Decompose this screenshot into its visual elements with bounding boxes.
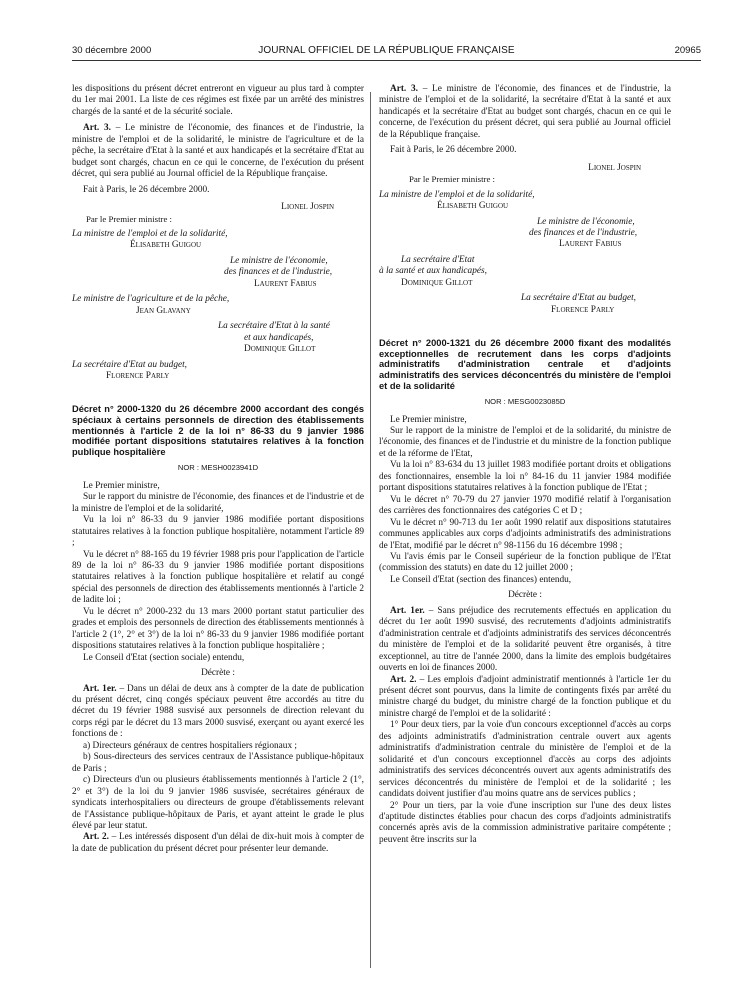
r-par-premier-ministre: Par le Premier ministre : (409, 174, 495, 185)
decree-1320-title: Décret n° 2000-1320 du 26 décembre 2000 accordant des congés spéciaux à certains personnels de direction des établissements mentionnés à l'article 2 de la loi n° 86-33 du 9 janvier 1986 modifiée portant dispositions statutaires relatives à la fonction publique hospitalière (72, 404, 364, 457)
r-article-3-heading: Art. 3. (390, 84, 418, 94)
header-date: 30 décembre 2000 (72, 45, 152, 56)
visa-2: Vu la loi n° 86-33 du 9 janvier 1986 modifiée portant dispositions statutaires relatives à la fonction publique hospitalière, notamment l'article 89 ; (72, 515, 364, 549)
decree-1321-title: Décret n° 2000-1321 du 26 décembre 2000 fixant des modalités exceptionnelles de recrutement dans les corps d'adjoints administratifs d'administration centrale et d'adjoints administratifs des services déconcentrés du ministère de l'emploi et de la solidarité (379, 338, 671, 391)
page-header (72, 45, 701, 61)
r-visa-6: Le Conseil d'Etat (section des finances) entendu, (390, 574, 572, 585)
r-article-2-heading: Art. 2. (390, 674, 417, 685)
item-b: b) Sous-directeurs des services centraux de l'Assistance publique-hôpitaux de Paris ; (72, 752, 364, 774)
article-1-text: – Dans un délai de deux ans à compter de la date de publication du présent décret, cinq congés spéciaux peuvent être accordés au titre du décret du 19 février 1988 susvisé aux personnels de direction relevant du corps régi par le décret du 13 mars 2000 susvisé, exerçant ou ayant exercé les fonctions de : (72, 683, 364, 740)
r-item-1: 1° Pour deux tiers, par la voie d'un concours exceptionnel d'accès au corps des adjoints administratifs d'administration centrale ouvert aux agents administratifs d'administration centrale du ministère de l'emploi et de la solidarité et d'un concours exceptionnel d'accès au corps des adjoints administratifs des services déconcentrés ouvert aux agents administratifs des services déconcentrés du ministère de l'emploi et de la solidarité ; les candidats doivent justifier d'au moins quatre ans de services publics ; (379, 720, 671, 800)
article-2 (72, 832, 364, 855)
r-article-2 (379, 675, 671, 721)
r-signatory-3-title-1: La secrétaire d'Etat (401, 254, 475, 265)
r-visa-2: Vu la loi n° 83-634 du 13 juillet 1983 modifiée portant droits et obligations des fonctionnaires, ensemble la loi n° 84-16 du 11 janvier 1984 modifiée portant dispositions statutaires relatives à la fonction publique de l'Etat ; (379, 460, 671, 494)
left-column (72, 84, 364, 855)
continued-text: les dispositions du présent décret entreront en vigueur au plus tard à compter du 1er mai 2001. La liste de ces régimes est fixée par un arrêté des ministres chargés de la santé et de la sécurité sociale. (72, 84, 364, 117)
signatory-5-title: La secrétaire d'Etat au budget, (72, 359, 187, 370)
r-signatory-2-name: Laurent Fabius (559, 239, 622, 250)
article-3 (72, 123, 364, 180)
header-journal-title: JOURNAL OFFICIEL DE LA RÉPUBLIQUE FRANÇAISE (258, 45, 515, 56)
item-c: c) Directeurs d'un ou plusieurs établissements mentionnés à l'article 2 (1°, 2° et 3°) de la loi du 9 janvier 1986 susvisée, secrétaires généraux de syndicats interhospitaliers ou directeurs de groupe d'établissements relevant de l'Assistance publique-hôpitaux de Paris, et ayant atteint le grade le plus élevé par leur statut. (72, 775, 364, 831)
visa-5: Le Conseil d'Etat (section sociale) entendu, (83, 652, 245, 663)
column-divider (370, 92, 371, 968)
r-visa-5: Vu l'avis émis par le Conseil supérieur de la fonction publique de l'Etat (commission des statuts) en date du 12 juillet 2000 ; (379, 552, 671, 574)
r-signatory-1-name: Élisabeth Guigou (437, 201, 509, 212)
r-signatory-1-title: La ministre de l'emploi et de la solidarité, (379, 189, 535, 200)
r-signatory-4-title: La secrétaire d'Etat au budget, (521, 293, 636, 304)
signatory-1-name: Élisabeth Guigou (130, 240, 202, 251)
signatory-3-title: Le ministre de l'agriculture et de la pêche, (72, 294, 230, 305)
signatory-2-title-1: Le ministre de l'économie, (230, 255, 328, 266)
r-article-2-text: – Les emplois d'adjoint administratif mentionnés à l'article 1er du présent décret sont pourvus, dans la limite de contingents fixés par arrêté du ministre chargé du budget, du ministre chargé de la fonction publique et du ministre chargé de l'emploi et de la solidarité : (379, 674, 671, 719)
r-signatory-2-title-2: des finances et de l'industrie, (529, 227, 638, 238)
article-3-text: – Le ministre de l'économie, des finances et de l'industrie, la ministre de l'emploi et de la solidarité, le ministre de l'agriculture et de la pêche, la secrétaire d'Etat à la santé et aux handicapés et la secrétaire d'Etat au budget sont chargés, chacun en ce qui le concerne, de l'exécution du présent décret, qui sera publié au Journal officiel de la République française. (72, 123, 364, 180)
header-page-number: 20965 (674, 45, 701, 56)
header-rule (72, 60, 701, 61)
visa-1: Sur le rapport du ministre de l'économie, des finances et de l'industrie et de la ministre de l'emploi et de la solidarité, (72, 492, 364, 514)
r-decrete-label: Décrète : (508, 590, 542, 601)
r-visa-4: Vu le décret n° 90-713 du 1er août 1990 relatif aux dispositions statutaires communes applicables aux corps d'adjoints administratifs des administrations de l'Etat, modifié par le décret n° 98-1156 du 16 décembre 1998 ; (379, 517, 671, 551)
article-1-heading: Art. 1er. (83, 683, 117, 694)
r-signatory-4-name: Florence Parly (551, 304, 615, 315)
r-article-1 (379, 606, 671, 675)
r-signatory-3-name: Dominique Gillot (401, 277, 473, 288)
article-3-heading: Art. 3. (83, 123, 111, 134)
signatory-4-name: Dominique Gillot (244, 344, 316, 355)
signatory-2-title-2: des finances et de l'industrie, (224, 267, 333, 278)
signatory-2-name: Laurent Fabius (254, 278, 317, 289)
visa-4: Vu le décret n° 2000-232 du 13 mars 2000 portant statut particulier des grades et emplois des personnels de direction des établissements mentionnés à l'article 2 (1°, 2° et 3°) de la loi n° 86-33 du 9 janvier 1986 modifiée portant dispositions statutaires relatives à la fonction publique hospitalière ; (72, 606, 364, 652)
r-article-3-text: – Le ministre de l'économie, des finances et de l'industrie, la ministre de l'emploi et de la solidarité, la secrétaire d'Etat à la santé et aux handicapés et la secrétaire d'Etat au budget sont chargés, chacun en ce qui le concerne, de l'exécution du présent décret, qui sera publié au Journal officiel de la République française. (379, 84, 671, 140)
r-article-1-heading: Art. 1er. (390, 605, 425, 616)
decrete-label: Décrète : (201, 668, 235, 679)
signatory-3-name: Jean Glavany (136, 305, 191, 316)
decree-1320-nor: NOR : MESH0023941D (177, 463, 259, 473)
r-place-date: Fait à Paris, le 26 décembre 2000. (390, 145, 517, 156)
r-visa-1: Sur le rapport de la ministre de l'emploi et de la solidarité, du ministre de l'économie, des finances et de l'industrie et du ministre de la fonction publique et de la réforme de l'Etat, (379, 426, 671, 459)
signer-name: Lionel Jospin (281, 202, 334, 213)
r-premier-ministre: Le Premier ministre, (390, 414, 467, 425)
place-date: Fait à Paris, le 26 décembre 2000. (83, 184, 210, 195)
r-item-2: 2° Pour un tiers, par la voie d'une inscription sur l'une des deux listes d'aptitude distinctes établies pour chacun des corps d'adjoints administratifs concernés après avis de la commission administrative paritaire compétente ; peuvent être inscrits sur la (379, 800, 671, 845)
premier-ministre: Le Premier ministre, (83, 480, 160, 491)
article-2-text: – Les intéressés disposent d'un délai de dix-huit mois à compter de la date de publication du présent décret pour présenter leur demande. (72, 832, 364, 854)
signatory-1-title: La ministre de l'emploi et de la solidarité, (72, 228, 228, 239)
r-signer-name: Lionel Jospin (588, 162, 641, 173)
article-2-heading: Art. 2. (83, 832, 109, 843)
item-a: a) Directeurs généraux de centres hospitaliers régionaux ; (83, 740, 297, 751)
r-visa-3: Vu le décret n° 70-79 du 27 janvier 1970 modifié relatif à l'organisation des carrières des fonctionnaires des catégories C et D ; (379, 494, 671, 517)
par-premier-ministre: Par le Premier ministre : (86, 213, 172, 224)
visa-3: Vu le décret n° 88-165 du 19 février 1988 pris pour l'application de l'article 89 de la loi n° 86-33 du 9 janvier 1986 modifiée portant dispositions statutaires relatives à la fonction publique hospitalière et relatif au congé spécial des personnels de direction des établissements mentionnés à l'article 2 de ladite loi ; (72, 549, 364, 606)
r-signatory-3-title-2: à la santé et aux handicapés, (379, 266, 487, 277)
article-1 (72, 684, 364, 741)
signatory-5-name: Florence Parly (106, 370, 170, 381)
r-signatory-2-title-1: Le ministre de l'économie, (537, 216, 635, 227)
r-article-3 (379, 84, 671, 141)
r-article-1-text: – Sans préjudice des recrutements effectués en application du décret du 1er août 1990 susvisé, des recrutements d'adjoints administratifs d'administration centrale et d'adjoints administratifs des services déconcentrés du ministère de l'emploi et de la solidarité peuvent être organisés, à titre exceptionnel, au titre de l'année 2000, dans la limite des emplois budgétaires ouverts en loi de finances 2000. (379, 605, 672, 674)
decree-1321-nor: NOR : MESG0023085D (484, 397, 566, 407)
signatory-4-title-1: La secrétaire d'Etat à la santé (218, 321, 330, 332)
right-column (379, 84, 671, 846)
signatory-4-title-2: et aux handicapés, (244, 332, 314, 343)
